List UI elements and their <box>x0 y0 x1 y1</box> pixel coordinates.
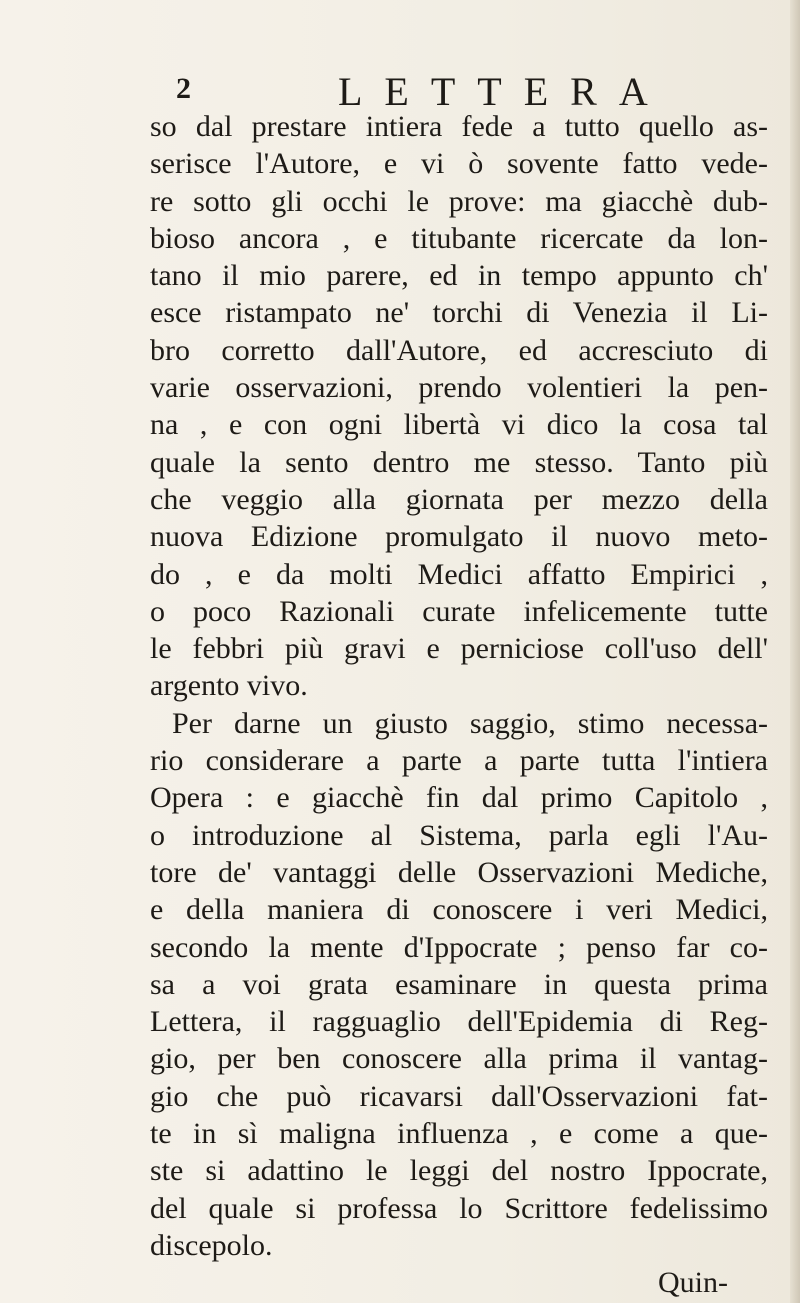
text-line: Opera : e giacchè fin dal primo Capitolo , <box>150 781 768 815</box>
text-line: tano il mio parere, ed in tempo appunto ch' <box>150 259 768 293</box>
text-line: Lettera, il ragguaglio dell'Epidemia di Reg- <box>150 1005 768 1039</box>
text-line: serisce l'Autore, e vi ò sovente fatto vede- <box>150 147 768 181</box>
text-line: Per darne un giusto saggio, stimo necessa- <box>172 706 768 740</box>
text-line: te in sì maligna influenza , e come a que- <box>150 1117 768 1151</box>
text-line: re sotto gli occhi le prove: ma giacchè dub- <box>150 184 768 218</box>
text-line: che veggio alla giornata per mezzo della <box>150 482 768 516</box>
body-text <box>150 108 768 1302</box>
text-line: tore de' vantaggi delle Osservazioni Mediche, <box>150 855 768 889</box>
text-line: quale la sento dentro me stesso. Tanto più <box>150 445 768 479</box>
text-line: so dal prestare intiera fede a tutto quello as- <box>150 110 768 143</box>
text-line: discepolo. <box>150 1228 273 1262</box>
text-line: le febbri più gravi e perniciose coll'uso dell' <box>150 632 768 666</box>
text-line: del quale si professa lo Scrittore fedelissimo <box>150 1191 768 1225</box>
text-line: gio che può ricavarsi dall'Osservazioni fat- <box>150 1079 768 1113</box>
text-line: gio, per ben conoscere alla prima il vantag- <box>150 1042 768 1076</box>
page-number: 2 <box>176 72 191 105</box>
text-line: ste si adattino le leggi del nostro Ippocrate, <box>150 1154 768 1188</box>
text-line: varie osservazioni, prendo volentieri la pen- <box>150 371 768 405</box>
text-line: argento vivo. <box>150 669 308 703</box>
text-line: nuova Edizione promulgato il nuovo meto- <box>150 520 768 554</box>
text-line: na , e con ogni libertà vi dico la cosa tal <box>150 408 768 442</box>
text-line: o introduzione al Sistema, parla egli l'Au- <box>150 818 768 852</box>
page-header <box>0 68 800 112</box>
text-line: bro corretto dall'Autore, ed accresciuto di <box>150 333 768 367</box>
catchword: Quin- <box>658 1266 728 1300</box>
running-head: LETTERA <box>338 69 670 114</box>
text-line: rio considerare a parte a parte tutta l'intiera <box>150 744 768 778</box>
page-edge <box>790 0 800 1303</box>
text-line: do , e da molti Medici affatto Empirici , <box>150 557 768 591</box>
text-line: o poco Razionali curate infelicemente tutte <box>150 594 768 628</box>
text-line: secondo la mente d'Ippocrate ; penso far co- <box>150 930 768 964</box>
text-line: esce ristampato ne' torchi di Venezia il Li- <box>150 296 768 330</box>
text-line: bioso ancora , e titubante ricercate da lon- <box>150 221 768 255</box>
text-line: e della maniera di conoscere i veri Medici, <box>150 893 768 927</box>
text-line: sa a voi grata esaminare in questa prima <box>150 967 768 1001</box>
